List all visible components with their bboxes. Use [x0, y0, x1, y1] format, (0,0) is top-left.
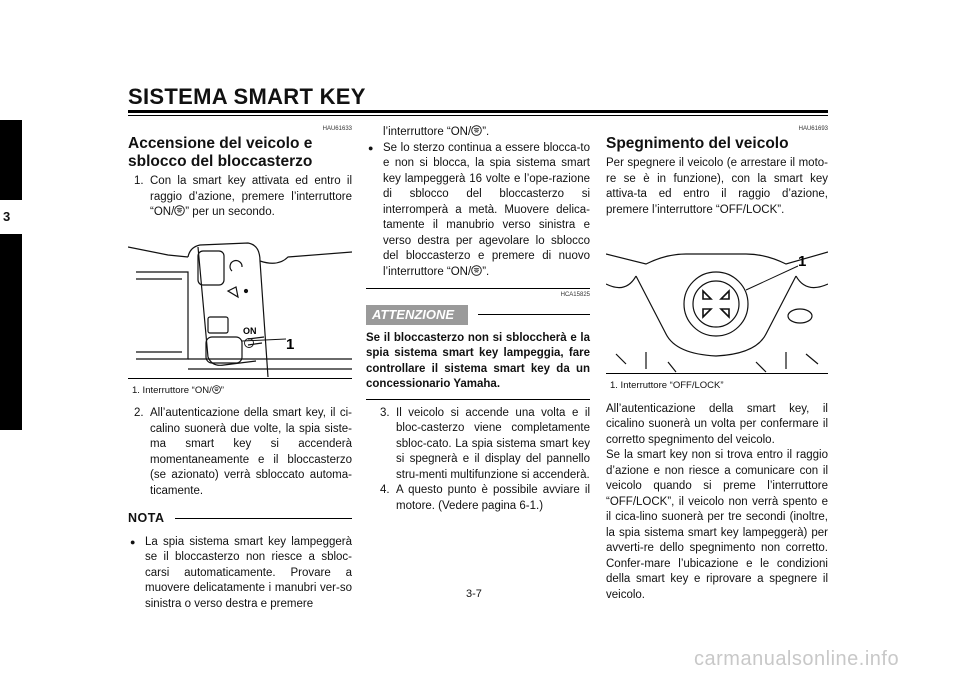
step-text: All’autenticazione della smart key, il ci-calino suonerà due volte, la spia siste-ma smart key si accenderà momentaneamente e il bloccasterzo (se azionato) verrà sbloccato automa-ticamente.	[150, 407, 352, 497]
step-number: 3.	[380, 406, 390, 419]
step-text: Il veicolo si accende una volta e il bloc-casterzo viene completamente sbloc-cato. La spia sistema smart key si spegnerà e il display del pannello stru-menti multifunzione si accenderà.	[396, 406, 590, 481]
note-header	[128, 511, 352, 527]
note-text: Se lo sterzo continua a essere blocca-to e non si blocca, la spia sistema smart key lampeggerà 16 volte e l’ope-razione di sblocco del bloccasterzo si interromperà a metà. Muovere delica-tamente il manubrio verso sinistra e verso destra per agevolare lo sblocco del bloccasterzo e premere di nuovo l’interruttore “ON/ ”.	[383, 141, 590, 278]
paragraph-3: Se la smart key non si trova entro il raggio d’azione e non riesce a comunicare con il veicolo quando si preme l’interruttore “OFF/LOCK”, il veicolo non verrà spento e il cica-lino suonerà per tre secondi (inoltre, la spia sistema smart key lampeggerà) per avverti-re dello spegnimento non corretto. Confer-mare l’ubicazione e le condizioni della smart key e riprovare a spegnere il veicolo.	[606, 449, 828, 601]
note-bullet-2	[366, 141, 590, 281]
title-rule	[128, 110, 828, 113]
smart-key-icon	[174, 205, 185, 216]
bullet-icon: ●	[130, 536, 136, 547]
note-continuation: l’interruttore “ON/ ”.	[383, 126, 490, 138]
paragraph-2: All’autenticazione della smart key, il cicalino suonerà un volta per confermare il corretto spegnimento del veicolo.	[606, 402, 828, 446]
page-number: 3-7	[466, 588, 482, 600]
figure-caption: 1. Interruttore “OFF/LOCK”	[610, 380, 724, 391]
step-2	[128, 406, 352, 499]
caution-header	[366, 305, 590, 325]
caution-code: HCA15825	[560, 292, 590, 298]
figure-callout-1: 1	[286, 335, 295, 353]
figure-caption: 1. Interruttore “ON/ ”	[132, 384, 224, 396]
chapter-tab	[0, 120, 22, 430]
step-text: Con la smart key attivata ed entro il raggio d’azione, premere l’interruttore “ON/ ” per un secondo.	[150, 175, 352, 218]
figure-callout-1: 1	[798, 253, 807, 270]
caution-label: ATTENZIONE	[366, 305, 468, 325]
handlebar-switch-illustration	[128, 227, 352, 379]
smart-key-icon	[212, 385, 221, 394]
bullet-icon: ●	[368, 142, 374, 153]
note-bullet	[128, 535, 352, 613]
step-3	[366, 406, 590, 484]
watermark: carmanualsonline.info	[694, 648, 900, 670]
note-label: NOTA	[128, 511, 165, 525]
figure-on-switch	[128, 227, 352, 379]
step-text: A questo punto è possibile avviare il motore. (Vedere pagina 6-1.)	[396, 484, 590, 512]
figure-off-lock-switch	[606, 224, 828, 374]
title-rule-thin	[128, 115, 828, 116]
section-code: HAU61633	[322, 126, 352, 132]
section-heading: Accensione del veicolo e sblocco del bloccasterzo	[128, 135, 313, 170]
caution-rule	[478, 314, 590, 315]
note-end-rule	[366, 288, 590, 289]
step-number: 1.	[134, 175, 144, 187]
chapter-number: 3	[0, 200, 22, 234]
step-number: 4.	[380, 484, 390, 496]
smart-key-icon	[471, 265, 482, 276]
column-right	[606, 125, 828, 603]
section-code: HAU61693	[798, 126, 828, 132]
note-text: La spia sistema smart key lampeggerà se il bloccasterzo non riesce a sbloc-carsi automaticamente. Provare a muovere delicatamente i manubri ver-so sinistra o verso destra e premere	[145, 535, 352, 610]
step-4	[366, 483, 590, 514]
caution-text: Se il bloccasterzo non si sbloccherà e la spia sistema smart key lampeggia, fare controllare il sistema smart key da un concessionario Yamaha.	[366, 331, 590, 390]
step-1	[128, 174, 352, 221]
step-number: 2.	[134, 407, 144, 419]
page-title: SISTEMA SMART KEY	[128, 84, 366, 109]
off-lock-switch-illustration	[606, 224, 828, 374]
column-left	[128, 125, 352, 612]
paragraph-1: Per spegnere il veicolo (e arrestare il moto-re se è in funzione), con la smart key attiva-ta ed entro il raggio d’azione, premere l’interruttore “OFF/LOCK”.	[606, 157, 828, 216]
smart-key-icon	[471, 125, 482, 136]
note-rule	[175, 518, 353, 519]
column-middle	[366, 125, 590, 514]
caution-end-rule	[366, 399, 590, 400]
section-heading: Spegnimento del veicolo	[606, 135, 789, 152]
on-label: ON	[243, 325, 257, 336]
